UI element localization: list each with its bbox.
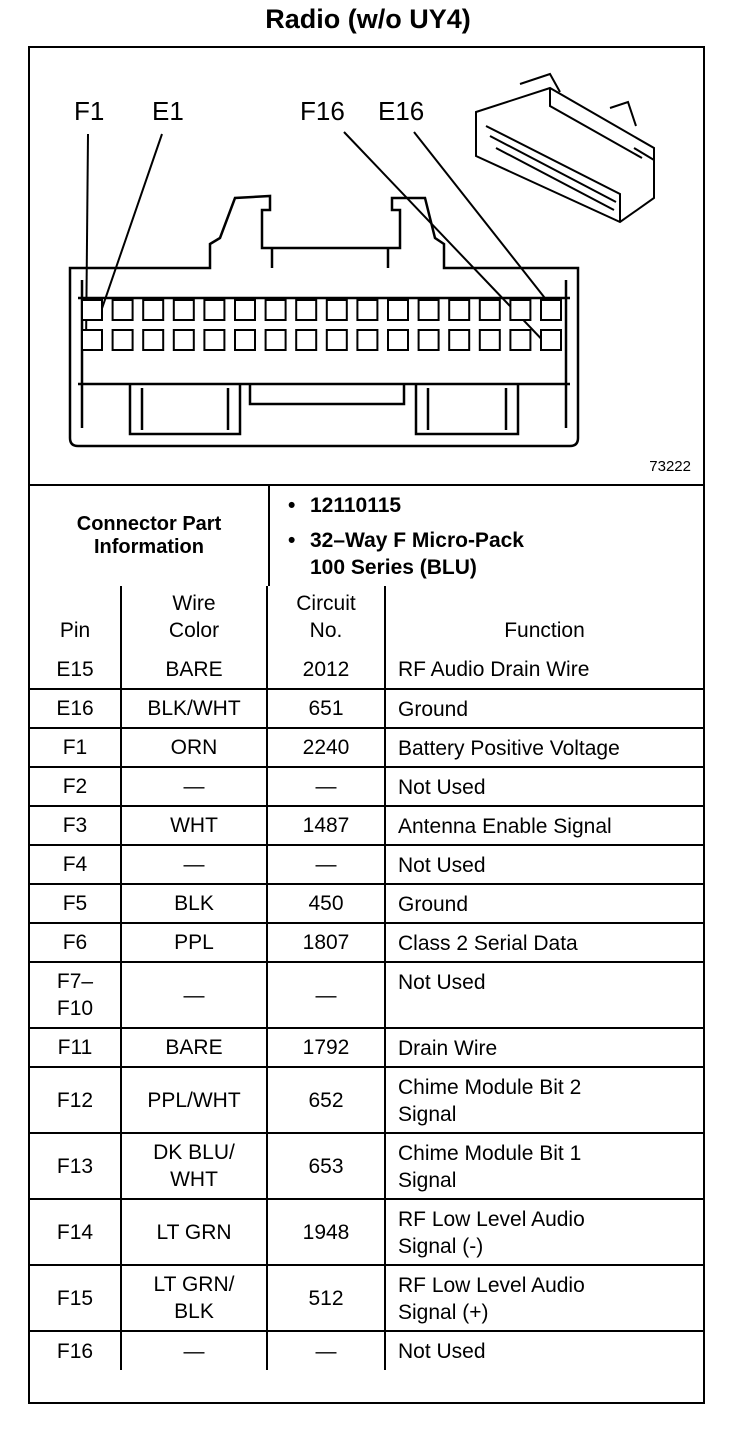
circuit-cell: 652 (267, 1067, 385, 1133)
pin-cavity (449, 330, 469, 350)
function-cell: Not Used (385, 962, 703, 1028)
wire-color-cell: BARE (121, 650, 267, 689)
wire-color-cell: WHT (121, 806, 267, 845)
function-cell: RF Audio Drain Wire (385, 650, 703, 689)
pin-cell: F4 (30, 845, 121, 884)
wire-color-cell: ORN (121, 728, 267, 767)
function-cell: Chime Module Bit 2 Signal (385, 1067, 703, 1133)
pin-cavity (480, 330, 500, 350)
wire-color-cell: — (121, 1331, 267, 1370)
pin-cavity (174, 330, 194, 350)
connector-part-information (30, 484, 703, 586)
function-cell: RF Low Level Audio Signal (-) (385, 1199, 703, 1265)
table-row (30, 1199, 703, 1265)
pin-cavity (541, 300, 561, 320)
wire-color-cell: — (121, 962, 267, 1028)
circuit-cell: — (267, 962, 385, 1028)
header-circuit-no: Circuit No. (267, 586, 385, 650)
function-cell: Drain Wire (385, 1028, 703, 1067)
table-row (30, 689, 703, 728)
pin-cavity (541, 330, 561, 350)
pin-cell: F6 (30, 923, 121, 962)
table-row (30, 1331, 703, 1370)
header-function: Function (385, 586, 703, 650)
pin-cavity (235, 300, 255, 320)
pin-cavities (82, 300, 561, 350)
table-row (30, 1133, 703, 1199)
pin-cell: F13 (30, 1133, 121, 1199)
circuit-cell: 2012 (267, 650, 385, 689)
label-f1: F1 (74, 96, 105, 126)
connector-drawing (30, 48, 703, 484)
pin-cavity (296, 300, 316, 320)
circuit-cell: 450 (267, 884, 385, 923)
wire-color-cell: DK BLU/ WHT (121, 1133, 267, 1199)
pin-cell: E15 (30, 650, 121, 689)
pin-cavity (357, 300, 377, 320)
pin-cell: F15 (30, 1265, 121, 1331)
wire-color-cell: LT GRN/ BLK (121, 1265, 267, 1331)
connector-series: 100 Series (BLU) (310, 555, 477, 579)
wire-color-cell: BLK/WHT (121, 689, 267, 728)
connector-info-label: Connector Part Information (30, 485, 269, 586)
circuit-cell: 651 (267, 689, 385, 728)
function-cell: Ground (385, 689, 703, 728)
pin-cavity (113, 330, 133, 350)
wire-color-cell: — (121, 767, 267, 806)
pin-cell: F14 (30, 1199, 121, 1265)
pin-cavity (327, 300, 347, 320)
table-row (30, 962, 703, 1028)
wire-color-cell: PPL (121, 923, 267, 962)
pin-cavity (327, 330, 347, 350)
connector-description: 32–Way F Micro-Pack (310, 528, 524, 552)
circuit-cell: 2240 (267, 728, 385, 767)
function-cell: Not Used (385, 767, 703, 806)
table-row (30, 650, 703, 689)
pin-cavity (143, 330, 163, 350)
function-cell: Antenna Enable Signal (385, 806, 703, 845)
pin-cavity (419, 330, 439, 350)
pin-cavity (296, 330, 316, 350)
connector-diagram (30, 48, 703, 484)
table-row (30, 923, 703, 962)
table-row (30, 1067, 703, 1133)
pin-cavity (204, 300, 224, 320)
pin-cavity (235, 330, 255, 350)
connector-thumbnail (476, 74, 654, 222)
table-row (30, 806, 703, 845)
table-row (30, 728, 703, 767)
leader-e1 (98, 134, 162, 320)
pin-cavity (388, 300, 408, 320)
pin-cell: F5 (30, 884, 121, 923)
pin-cavity (82, 300, 102, 320)
function-cell: Class 2 Serial Data (385, 923, 703, 962)
pin-cavity (82, 330, 102, 350)
circuit-cell: — (267, 845, 385, 884)
label-f16: F16 (300, 96, 345, 126)
circuit-cell: 653 (267, 1133, 385, 1199)
function-cell: Not Used (385, 1331, 703, 1370)
page-title: Radio (w/o UY4) (265, 4, 471, 34)
table-row (30, 1028, 703, 1067)
pin-cavity (357, 330, 377, 350)
circuit-cell: 512 (267, 1265, 385, 1331)
wire-color-cell: LT GRN (121, 1199, 267, 1265)
pin-cavity (266, 330, 286, 350)
pin-cavity (449, 300, 469, 320)
pin-cavity (266, 300, 286, 320)
pin-table (30, 586, 703, 1370)
table-row (30, 845, 703, 884)
circuit-cell: 1948 (267, 1199, 385, 1265)
header-pin: Pin (30, 586, 121, 650)
pin-cell: F12 (30, 1067, 121, 1133)
pin-cavity (388, 330, 408, 350)
circuit-cell: 1807 (267, 923, 385, 962)
pin-cavity (113, 300, 133, 320)
connector-info-values: • 12110115 • 32–Way F Micro-Pack 100 Series (BLU) (269, 485, 703, 586)
pin-cavity (174, 300, 194, 320)
wire-color-cell: BARE (121, 1028, 267, 1067)
wire-color-cell: — (121, 845, 267, 884)
table-row (30, 884, 703, 923)
pin-cavity (143, 300, 163, 320)
circuit-cell: 1792 (267, 1028, 385, 1067)
pin-cell: F7– F10 (30, 962, 121, 1028)
function-cell: Chime Module Bit 1 Signal (385, 1133, 703, 1199)
part-number: 12110115 (310, 493, 402, 517)
header-wire-color: Wire Color (121, 586, 267, 650)
circuit-cell: — (267, 767, 385, 806)
pin-cell: E16 (30, 689, 121, 728)
pin-cavity (204, 330, 224, 350)
pin-cell: F3 (30, 806, 121, 845)
pin-cavity (510, 330, 530, 350)
label-e1: E1 (152, 96, 184, 126)
connector-sheet (28, 46, 705, 1404)
pin-cell: F1 (30, 728, 121, 767)
pin-cavity (419, 300, 439, 320)
pin-cavity (480, 300, 500, 320)
pin-cavity (510, 300, 530, 320)
figure-number: 73222 (649, 458, 691, 475)
table-row (30, 767, 703, 806)
label-e16: E16 (378, 96, 425, 126)
function-cell: Battery Positive Voltage (385, 728, 703, 767)
wire-color-cell: BLK (121, 884, 267, 923)
table-row (30, 1265, 703, 1331)
pin-cell: F11 (30, 1028, 121, 1067)
function-cell: Ground (385, 884, 703, 923)
circuit-cell: 1487 (267, 806, 385, 845)
function-cell: Not Used (385, 845, 703, 884)
circuit-cell: — (267, 1331, 385, 1370)
function-cell: RF Low Level Audio Signal (+) (385, 1265, 703, 1331)
pin-cell: F16 (30, 1331, 121, 1370)
pin-cell: F2 (30, 767, 121, 806)
wire-color-cell: PPL/WHT (121, 1067, 267, 1133)
